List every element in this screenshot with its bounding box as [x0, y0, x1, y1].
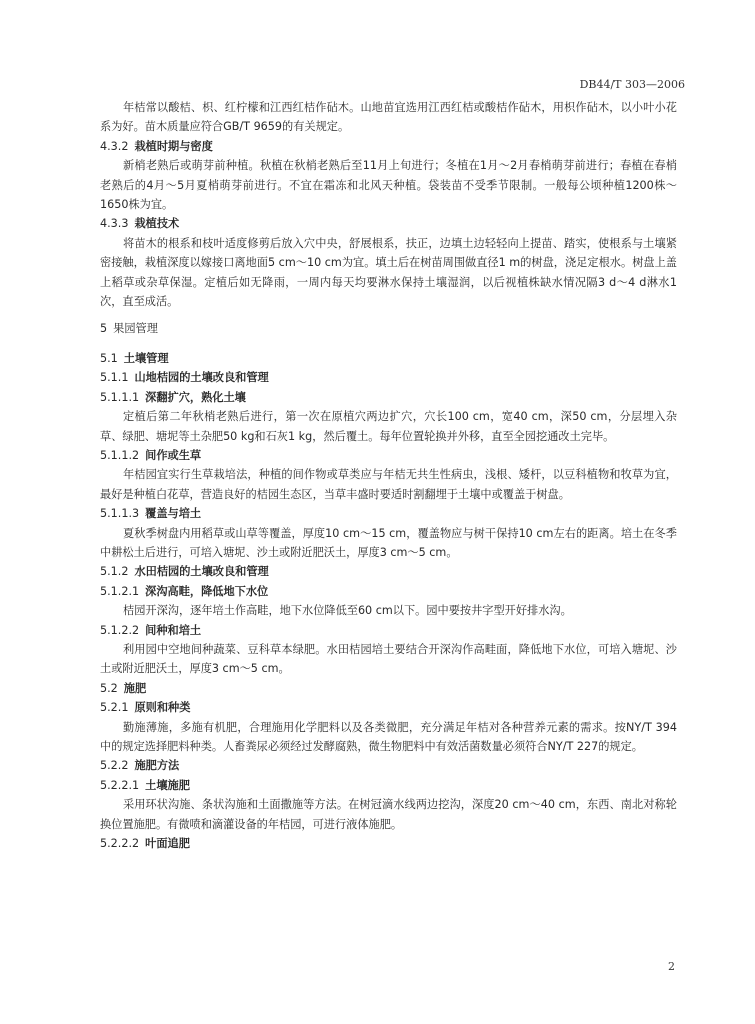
document-body	[100, 98, 677, 853]
paragraph: 新梢老熟后或萌芽前种植。秋植在秋梢老熟后至11月上旬进行；冬植在1月～2月春梢萌芽前进行；春植在春梢老熟后的4月～5月夏梢萌芽前进行。不宜在霜冻和北风天种植。袋装苗不受季节限制。一般每公顷种植1200株～1650株为宜。	[100, 159, 677, 212]
clause-title: 原则和种类	[134, 701, 191, 715]
clause-title: 深沟高畦，降低地下水位	[145, 584, 269, 598]
clause-heading	[100, 582, 677, 601]
clause-number: 5.1.1	[100, 371, 129, 385]
clause-heading	[100, 504, 677, 523]
paragraph: 夏秋季树盘内用稻草或山草等覆盖，厚度10 cm～15 cm，覆盖物应与树干保持10 cm左右的距离。培土在冬季中耕松土后进行，可培入塘坭、沙土或附近肥沃土，厚度3 cm～5 cm。	[100, 526, 677, 559]
clause-heading	[100, 776, 677, 795]
clause-heading	[100, 698, 677, 717]
clause-heading	[100, 446, 677, 465]
paragraph: 定植后第二年秋梢老熟后进行，第一次在原植穴两边扩穴，穴长100 cm，宽40 cm，深50 cm，分层埋入杂草、绿肥、塘坭等土杂肥50 kg和石灰1 kg，然后覆土。每年位置轮换并外移，直至全园挖通改土完毕。	[100, 410, 677, 443]
paragraph: 采用环状沟施、条状沟施和土面撒施等方法。在树冠滴水线两边挖沟，深度20 cm～40 cm，东西、南北对称轮换位置施肥。有微喷和滴灌设备的年桔园，可进行液体施肥。	[100, 798, 677, 831]
clause-title: 间作或生草	[145, 448, 202, 462]
clause-number: 5.1.2	[100, 565, 129, 579]
clause-title: 栽植技术	[134, 217, 180, 231]
clause-number: 5.1.1.3	[100, 507, 140, 521]
clause-title: 施肥	[123, 681, 147, 695]
paragraph: 勤施薄施，多施有机肥，合理施用化学肥料以及各类微肥，充分满足年桔对各种营养元素的需求。按NY/T 394中的规定选择肥料种类。人畜粪尿必须经过发酵腐熟，微生物肥料中有效活菌数量必须符合NY/T 227的规定。	[100, 720, 677, 753]
clause-heading	[100, 756, 677, 775]
paragraph: 桔园开深沟，逐年培土作高畦，地下水位降低至60 cm以下。园中要按井字型开好排水沟。	[123, 604, 572, 618]
standard-code: DB44/T 303—2006	[579, 78, 685, 91]
clause-title: 果园管理	[113, 322, 158, 336]
clause-title: 土壤施肥	[145, 778, 190, 792]
clause-title: 水田桔园的土壤改良和管理	[134, 565, 269, 579]
clause-number: 5.1.1.2	[100, 448, 140, 462]
paragraph: 将苗木的根系和枝叶适度修剪后放入穴中央，舒展根系，扶正，边填土边轻轻向上提苗、踏实，使根系与土壤紧密接触，栽植深度以嫁接口离地面5 cm～10 cm为宜。填土后在树苗周围做直径1 m的树盘，浇足定根水。树盘上盖上稻草或杂草保湿。定植后如无降雨，一周内每天均要淋水保持土壤湿润，以后视植株缺水情况隔3 d～4 d淋水1次，直至成活。	[100, 236, 677, 309]
clause-heading	[100, 368, 677, 387]
clause-number: 5.1.2.2	[100, 623, 140, 637]
clause-number: 4.3.3	[100, 217, 129, 231]
clause-number: 5.2.2.2	[100, 837, 140, 851]
clause-heading	[100, 349, 677, 368]
clause-heading	[100, 621, 677, 640]
paragraph: 年桔常以酸桔、枳、红柠檬和江西红桔作砧木。山地苗宜选用江西红桔或酸桔作砧木，用枳作砧木，以小叶小花系为好。苗木质量应符合GB/T 9659的有关规定。	[100, 101, 677, 134]
clause-heading	[100, 388, 677, 407]
clause-title: 栽植时期与密度	[134, 139, 213, 153]
paragraph: 利用园中空地间种蔬菜、豆科草本绿肥。水田桔园培土要结合开深沟作高畦面，降低地下水位，可培入塘坭、沙土或附近肥沃土，厚度3 cm～5 cm。	[100, 642, 677, 676]
clause-heading	[100, 137, 677, 156]
clause-number: 5.1.2.1	[100, 584, 140, 598]
clause-number: 5.2	[100, 681, 118, 695]
clause-number: 5.1.1.1	[100, 390, 140, 404]
clause-heading	[100, 214, 677, 233]
clause-title: 间种和培土	[145, 623, 202, 637]
clause-number: 5	[100, 322, 108, 336]
clause-heading	[100, 562, 677, 581]
clause-title: 山地桔园的土壤改良和管理	[134, 371, 269, 385]
page-number: 2	[668, 960, 675, 973]
clause-title: 深翻扩穴，熟化土壤	[145, 390, 246, 404]
clause-number: 4.3.2	[100, 139, 129, 153]
clause-heading	[100, 834, 677, 853]
section-heading	[100, 319, 677, 338]
clause-number: 5.2.1	[100, 701, 129, 715]
clause-title: 土壤管理	[123, 351, 169, 365]
clause-heading	[100, 679, 677, 698]
clause-number: 5.2.2	[100, 759, 129, 773]
clause-number: 5.1	[100, 351, 118, 365]
clause-number: 5.2.2.1	[100, 778, 140, 792]
clause-title: 叶面追肥	[145, 837, 190, 851]
clause-title: 覆盖与培土	[145, 507, 202, 521]
clause-title: 施肥方法	[134, 759, 180, 773]
paragraph: 年桔园宜实行生草栽培法，种植的间作物或草类应与年桔无共生性病虫，浅根、矮杆，以豆科植物和牧草为宜，最好是种植白花草，营造良好的桔园生态区，当草丰盛时要适时割翻埋于土壤中或覆盖于树盘。	[100, 468, 677, 501]
